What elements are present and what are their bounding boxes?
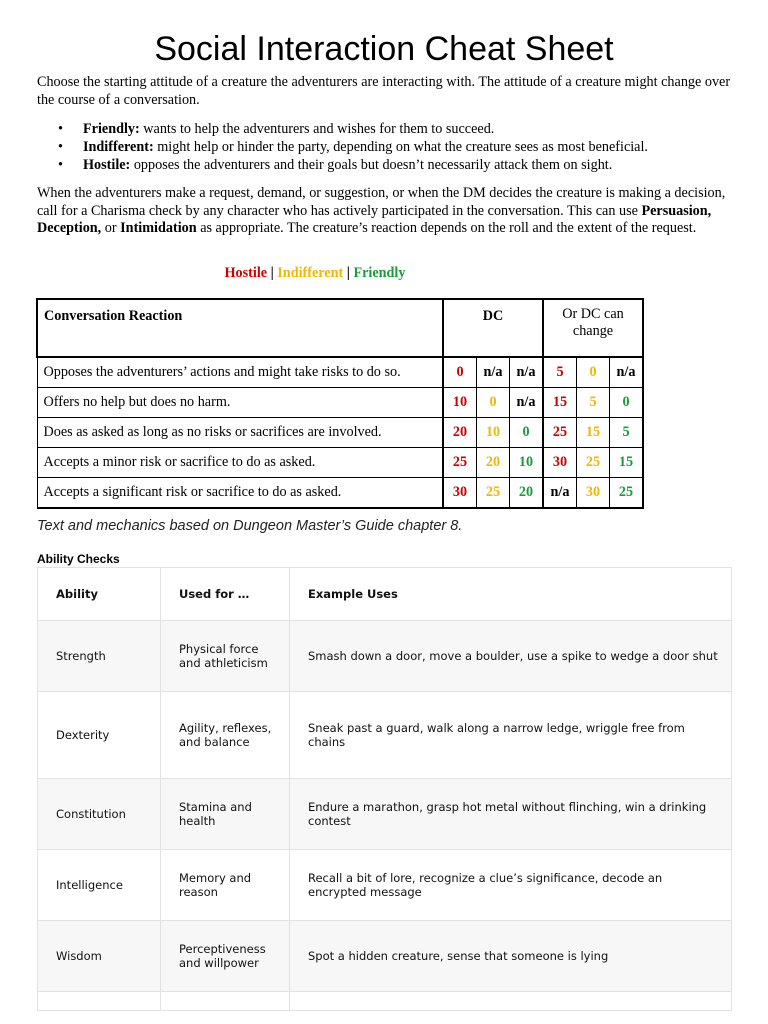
legend-friendly: Friendly <box>353 265 406 281</box>
page-title: Social Interaction Cheat Sheet <box>154 30 614 68</box>
table-row <box>37 357 643 388</box>
reaction-description: Offers no help but does no harm. <box>37 388 443 418</box>
table-row <box>37 418 643 448</box>
attitude-name: Hostile: <box>83 157 131 173</box>
table-row-spacer <box>38 992 732 1011</box>
dc-value: 15 <box>577 418 610 448</box>
reaction-description: Does as asked as long as no risks or sacrifices are involved. <box>37 418 443 448</box>
attitude-item-indifferent <box>37 138 737 156</box>
attitude-name: Indifferent: <box>83 139 154 155</box>
dc-value: 0 <box>610 388 644 418</box>
dc-value: 15 <box>610 448 644 478</box>
ability-used-for: Physical force and athleticism <box>161 621 290 692</box>
ability-examples: Endure a marathon, grasp hot metal without flinching, win a drinking contest <box>290 779 732 850</box>
dc-value: 25 <box>443 448 477 478</box>
header-used-for: Used for … <box>161 568 290 621</box>
reaction-description: Accepts a minor risk or sacrifice to do as asked. <box>37 448 443 478</box>
dc-value: 0 <box>577 357 610 388</box>
dc-value: 20 <box>443 418 477 448</box>
dc-value: 10 <box>477 418 510 448</box>
ability-examples: Recall a bit of lore, recognize a clue’s significance, decode an encrypted message <box>290 850 732 921</box>
dc-value: 15 <box>543 388 577 418</box>
ability-name: Strength <box>38 621 161 692</box>
dc-value: 25 <box>543 418 577 448</box>
check-text-a: When the adventurers make a request, demand, or suggestion, or when the DM decides the creature is making a decision, call for a Charisma check by any character who has actively participated in the conversation. This can use <box>37 185 726 219</box>
legend-separator: | <box>343 265 354 281</box>
color-legend <box>0 265 630 282</box>
ability-name: Intelligence <box>38 850 161 921</box>
table-row <box>38 921 732 992</box>
check-text-or: or <box>101 220 121 236</box>
dc-value: 5 <box>577 388 610 418</box>
ability-used-for: Memory and reason <box>161 850 290 921</box>
legend-separator: | <box>267 265 278 281</box>
ability-examples: Sneak past a guard, walk along a narrow ledge, wriggle free from chains <box>290 692 732 779</box>
dc-value: 20 <box>477 448 510 478</box>
attitude-text: might help or hinder the party, depending on what the creature sees as most beneficial. <box>153 139 648 155</box>
attitude-list <box>37 120 737 174</box>
header-example-uses: Example Uses <box>290 568 732 621</box>
header-dc: DC <box>443 299 543 357</box>
dc-value: 30 <box>577 478 610 509</box>
dc-value: 5 <box>610 418 644 448</box>
table-row <box>38 779 732 850</box>
ability-name: Dexterity <box>38 692 161 779</box>
dc-value: 30 <box>443 478 477 509</box>
dc-value: 0 <box>443 357 477 388</box>
attitude-text: wants to help the adventurers and wishes for them to succeed. <box>139 121 495 137</box>
table-header-row <box>38 568 732 621</box>
table-row <box>38 850 732 921</box>
header-ability: Ability <box>38 568 161 621</box>
table-row <box>38 692 732 779</box>
ability-used-for: Stamina and health <box>161 779 290 850</box>
ability-checks-table <box>37 567 732 1011</box>
dc-value: 20 <box>510 478 544 509</box>
table-row <box>37 448 643 478</box>
dc-value: 5 <box>543 357 577 388</box>
reaction-description: Opposes the adventurers’ actions and might take risks to do so. <box>37 357 443 388</box>
attitude-item-hostile <box>37 156 737 174</box>
conversation-reaction-table <box>36 298 644 509</box>
ability-name: Constitution <box>38 779 161 850</box>
dc-value: n/a <box>477 357 510 388</box>
source-note: Text and mechanics based on Dungeon Master’s Guide chapter 8. <box>37 518 463 534</box>
attitude-text: opposes the adventurers and their goals but doesn’t necessarily attack them on sight. <box>130 157 613 173</box>
intro-paragraph: Choose the starting attitude of a creature the adventurers are interacting with. The attitude of a creature might change over the course of a conversation. <box>37 74 731 108</box>
check-text-b: as appropriate. The creature’s reaction depends on the roll and the extent of the request. <box>196 220 697 236</box>
dc-value: 0 <box>510 418 544 448</box>
charisma-check-paragraph <box>37 185 737 238</box>
dc-value: n/a <box>543 478 577 509</box>
dc-value: 10 <box>510 448 544 478</box>
dc-value: 0 <box>477 388 510 418</box>
dc-value: n/a <box>610 357 644 388</box>
dc-value: 25 <box>577 448 610 478</box>
table-row <box>37 388 643 418</box>
bullet-icon: • <box>58 157 63 173</box>
ability-used-for: Agility, reflexes, and balance <box>161 692 290 779</box>
table-row <box>38 621 732 692</box>
ability-checks-title: Ability Checks <box>37 552 120 566</box>
dc-value: 30 <box>543 448 577 478</box>
bullet-icon: • <box>58 121 63 137</box>
attitude-item-friendly <box>37 120 737 138</box>
skill-persuasion-deception: Persuasion, Deception, <box>37 202 712 236</box>
ability-used-for: Perceptiveness and willpower <box>161 921 290 992</box>
ability-examples: Smash down a door, move a boulder, use a spike to wedge a door shut <box>290 621 732 692</box>
ability-examples: Spot a hidden creature, sense that someone is lying <box>290 921 732 992</box>
bullet-icon: • <box>58 139 63 155</box>
attitude-name: Friendly: <box>83 121 140 137</box>
skill-intimidation: Intimidation <box>120 220 197 236</box>
dc-value: 10 <box>443 388 477 418</box>
header-conversation-reaction: Conversation Reaction <box>37 299 443 357</box>
ability-name: Wisdom <box>38 921 161 992</box>
dc-value: 25 <box>610 478 644 509</box>
table-row <box>37 478 643 509</box>
dc-value: n/a <box>510 357 544 388</box>
header-dc-can-change: Or DC can change <box>543 299 643 357</box>
dc-value: 25 <box>477 478 510 509</box>
legend-hostile: Hostile <box>224 265 268 281</box>
reaction-description: Accepts a significant risk or sacrifice to do as asked. <box>37 478 443 509</box>
legend-indifferent: Indifferent <box>277 265 344 281</box>
table-header-row <box>37 299 643 357</box>
dc-value: n/a <box>510 388 544 418</box>
